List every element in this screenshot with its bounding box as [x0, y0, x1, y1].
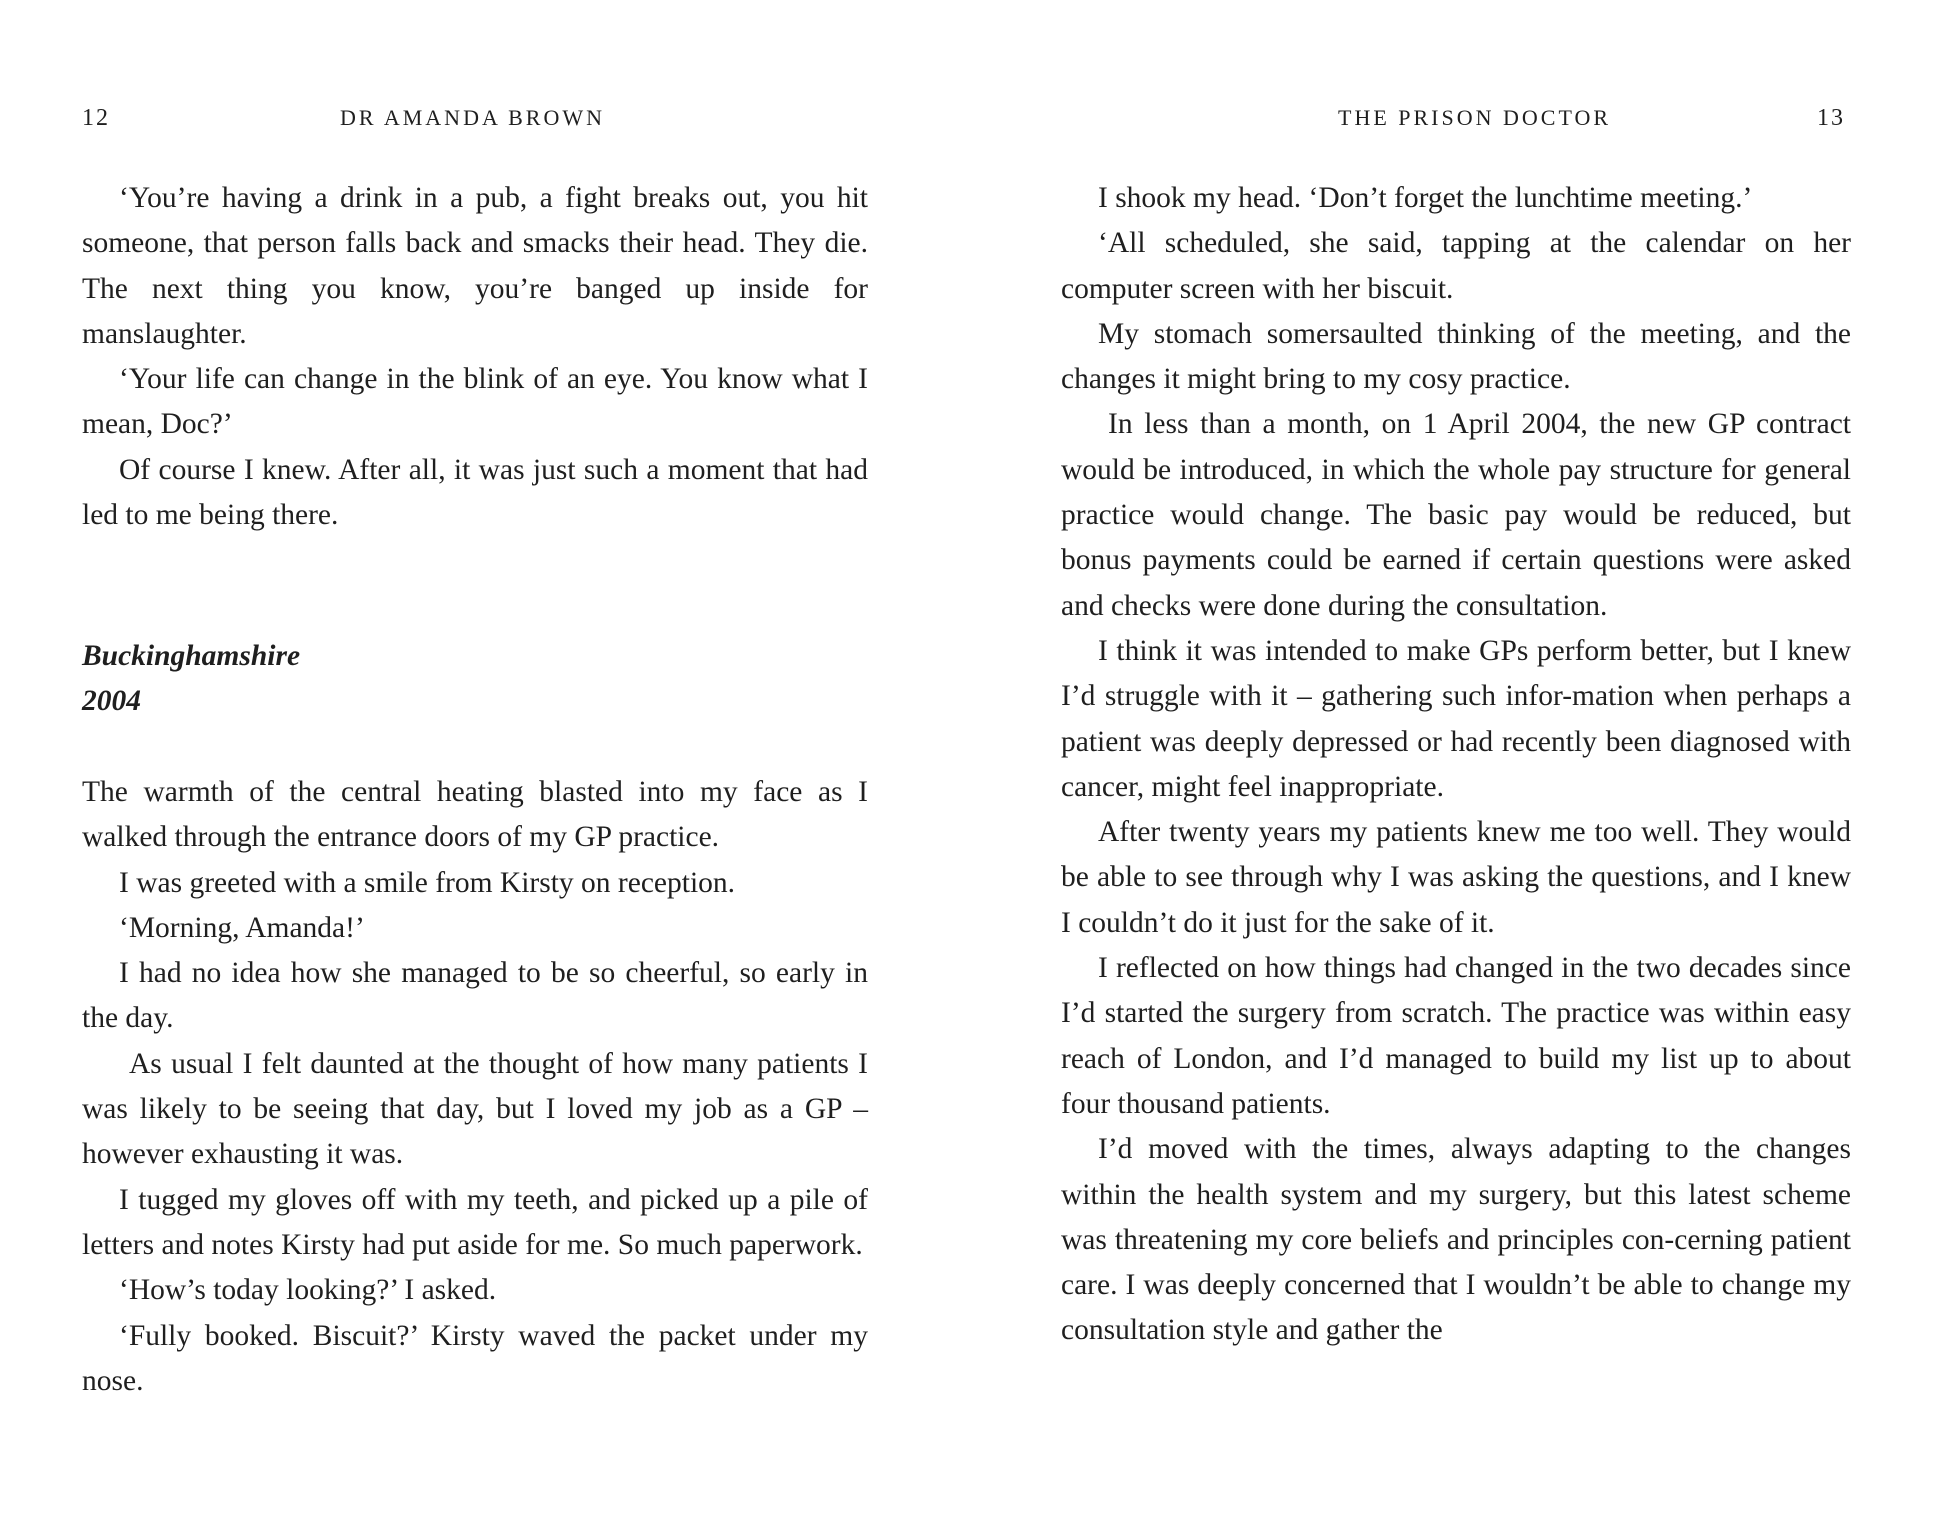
paragraph: ‘Morning, Amanda!’ [119, 911, 365, 944]
paragraph: I had no idea how she managed to be so cheerful, so early in the day. [82, 957, 868, 1035]
section-heading-year: 2004 [82, 685, 141, 718]
body-text-top [82, 176, 868, 538]
paragraph: I think it was intended to make GPs perform better, but I knew I’d struggle with it – gathering such infor-mation when perhaps a patient was deeply depressed or had recently been diagnosed with cancer, might feel inappropriate. [1061, 634, 1851, 803]
paragraph: Of course I knew. After all, it was just such a moment that had led to me being there. [82, 453, 868, 532]
running-head-author: DR AMANDA BROWN [340, 105, 606, 130]
running-head-title: THE PRISON DOCTOR [1338, 105, 1612, 130]
paragraph: I’d moved with the times, always adapting to the changes within the health system and my surgery, but this latest scheme was threatening my core beliefs and principles con-cerning patient care. I was deeply concerned that I wouldn’t be able to change my consultation style and gather the [1061, 1133, 1851, 1347]
paragraph: In less than a month, on 1 April 2004, the new GP contract would be introduced, in which the whole pay structure for general practice would change. The basic pay would be reduced, but bonus payments could be earned if certain questions were asked and checks were done during the consultation. [1061, 408, 1851, 622]
paragraph: ‘All scheduled, she said, tapping at the calendar on her computer screen with her biscuit. [1061, 227, 1851, 305]
paragraph: I shook my head. ‘Don’t forget the lunchtime meeting.’ [1098, 182, 1753, 214]
paragraph: ‘Fully booked. Biscuit?’ Kirsty waved the packet under my nose. [82, 1319, 868, 1397]
paragraph: ‘How’s today looking?’ I asked. [119, 1274, 497, 1307]
section-heading [82, 634, 300, 725]
body-text-bottom [82, 770, 868, 1404]
section-heading-place: Buckinghamshire [82, 640, 301, 672]
paragraph: ‘Your life can change in the blink of an eye. You know what I mean, Doc?’ [82, 363, 868, 441]
paragraph: My stomach somersaulted thinking of the meeting, and the changes it might bring to my cosy practice. [1061, 317, 1851, 396]
right-page [973, 0, 1946, 1533]
body-text [1061, 176, 1851, 1354]
paragraph: After twenty years my patients knew me too well. They would be able to see through why I was asking the questions, and I knew I couldn’t do it just for the sake of it. [1061, 816, 1851, 939]
page-number-right: 13 [1817, 105, 1845, 131]
paragraph: I tugged my gloves off with my teeth, and picked up a pile of letters and notes Kirsty had put aside for me. So much paperwork. [82, 1183, 868, 1261]
paragraph: The warmth of the central heating blasted into my face as I walked through the entrance doors of my GP practice. [82, 776, 868, 854]
paragraph: I reflected on how things had changed in the two decades since I’d started the surgery from scratch. The practice was within easy reach of London, and I’d managed to build my list up to about four thousand patients. [1061, 952, 1851, 1120]
paragraph: I was greeted with a smile from Kirsty on reception. [119, 866, 736, 899]
paragraph: As usual I felt daunted at the thought of how many patients I was likely to be seeing that day, but I loved my job as a GP – however exhausting it was. [82, 1047, 868, 1171]
page-number-left: 12 [82, 105, 110, 131]
paragraph: ‘You’re having a drink in a pub, a fight breaks out, you hit someone, that person falls back and smacks their head. They die. The next thing you know, you’re banged up inside for manslaughter. [82, 182, 868, 350]
